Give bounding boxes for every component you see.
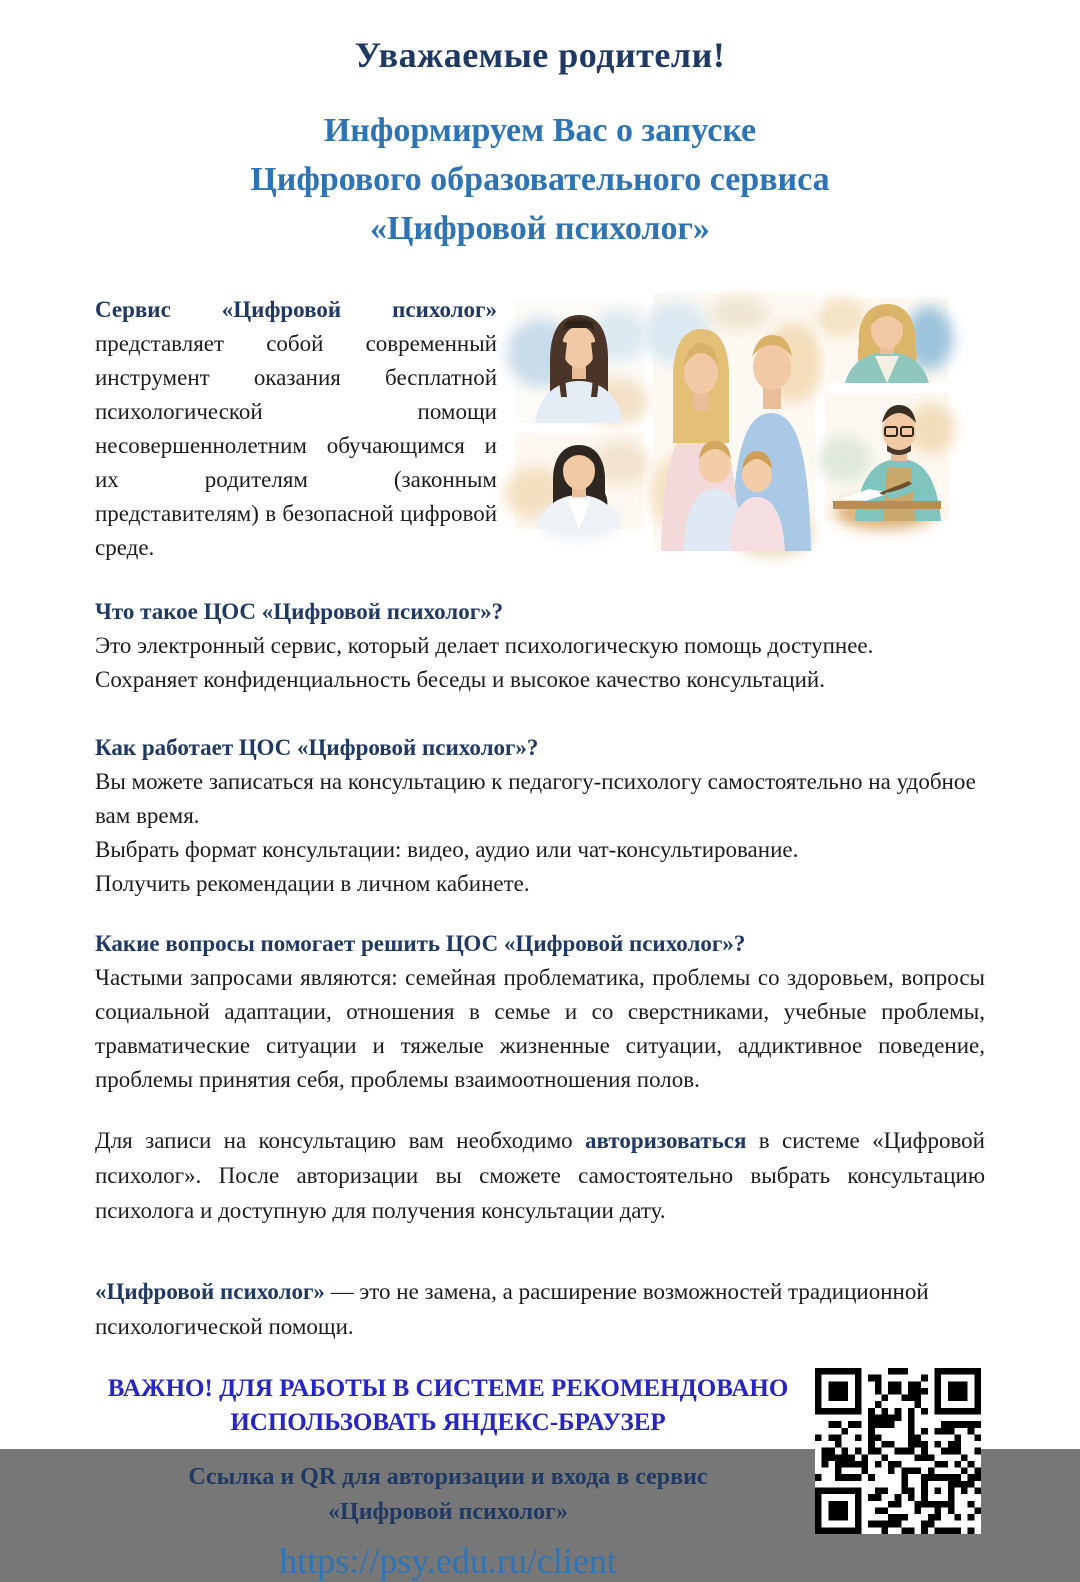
page-subtitle bbox=[95, 106, 985, 253]
note-paragraph bbox=[95, 1274, 985, 1344]
intro-lead-bold: Сервис «Цифровой психолог» bbox=[95, 297, 497, 322]
intro-body-text: представляет собой современный инструмент оказания бесплатной психологической помощи несовершеннолетним обучающимся и их родителям (законным представителям) в безопасной цифровой среде. bbox=[95, 331, 497, 560]
page-title: Уважаемые родители! bbox=[354, 35, 726, 75]
woman-with-sunglasses-portrait bbox=[515, 301, 643, 423]
important-notice bbox=[95, 1372, 801, 1440]
photo-collage bbox=[515, 293, 985, 551]
section-paragraph: Это электронный сервис, который делает психологическую помощь доступнее. bbox=[95, 633, 874, 658]
section-what-is bbox=[95, 599, 985, 697]
intro-row bbox=[95, 293, 985, 565]
section-questions bbox=[95, 931, 985, 1097]
footer-block bbox=[95, 1368, 985, 1582]
section-how-works bbox=[95, 735, 985, 901]
section-heading: Что такое ЦОС «Цифровой психолог»? bbox=[95, 599, 504, 624]
collage-left-column bbox=[515, 293, 643, 551]
subtitle-line: Цифрового образовательного сервиса bbox=[250, 161, 830, 198]
family-of-four-portrait bbox=[653, 293, 815, 551]
note-bold-lead: «Цифровой психолог» bbox=[95, 1279, 325, 1304]
authorization-bold-word: авторизоваться bbox=[585, 1128, 747, 1153]
subtitle-line: «Цифровой психолог» bbox=[370, 210, 710, 247]
intro-paragraph bbox=[95, 293, 497, 565]
section-paragraph: Частыми запросами являются: семейная проблематика, проблемы со здоровьем, вопросы социальной адаптации, отношения в семье и со сверстниками, учебные проблемы, травматические ситуации и тяжелые жизненные ситуации, аддиктивное поведение, проблемы принятия себя, проблемы взаимоотношения полов. bbox=[95, 965, 985, 1092]
subtitle-line: Информируем Вас о запуске bbox=[323, 112, 757, 149]
man-with-glasses-writing-portrait bbox=[825, 393, 949, 521]
section-paragraph: Вы можете записаться на консультацию к педагогу-психологу самостоятельно на удобное вам время. bbox=[95, 769, 976, 828]
important-line: ВАЖНО! ДЛЯ РАБОТЫ В СИСТЕМЕ РЕКОМЕНДОВАНО bbox=[107, 1375, 789, 1402]
section-heading: Какие вопросы помогает решить ЦОС «Цифровой психолог»? bbox=[95, 931, 746, 956]
service-url-link[interactable]: https://psy.edu.ru/client bbox=[279, 1541, 617, 1581]
authorization-text-after: в системе «Цифровой психолог». После авторизации вы сможете самостоятельно выбрать консультацию психолога и доступную для получения консультации дату. bbox=[95, 1128, 985, 1223]
section-paragraph: Получить рекомендации в личном кабинете. bbox=[95, 871, 530, 896]
important-line: ИСПОЛЬЗОВАТЬ ЯНДЕКС-БРАУЗЕР bbox=[230, 1409, 666, 1436]
collage-center-column bbox=[653, 293, 815, 551]
qr-code bbox=[815, 1368, 981, 1534]
qr-caption-line: «Цифровой психолог» bbox=[328, 1499, 568, 1525]
qr-caption bbox=[95, 1460, 801, 1530]
authorization-paragraph bbox=[95, 1123, 985, 1228]
blonde-woman-portrait bbox=[825, 298, 949, 383]
collage-right-column bbox=[825, 293, 949, 551]
section-paragraph: Выбрать формат консультации: видео, аудио или чат-консультирование. bbox=[95, 837, 799, 862]
section-paragraph: Сохраняет конфиденциальность беседы и высокое качество консультаций. bbox=[95, 667, 825, 692]
section-heading: Как работает ЦОС «Цифровой психолог»? bbox=[95, 735, 539, 760]
footer-text-column bbox=[95, 1368, 801, 1582]
note-rest-text: — это не замена, а расширение возможностей традиционной психологической помощи. bbox=[95, 1279, 929, 1339]
authorization-text-before: Для записи на консультацию вам необходимо bbox=[95, 1128, 586, 1153]
asian-woman-psychologist-portrait bbox=[515, 433, 643, 529]
qr-caption-line: Ссылка и QR для авторизации и входа в сервис bbox=[188, 1464, 708, 1490]
